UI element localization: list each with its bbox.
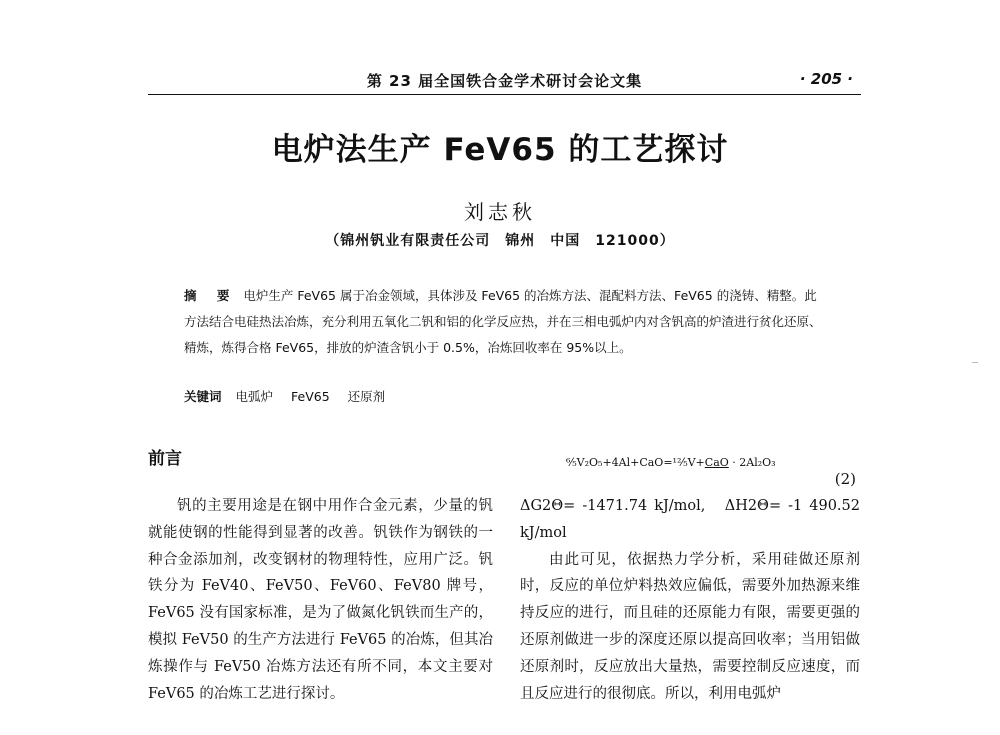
equation-left: ⁶⁄₅V₂O₅+4Al+CaO=¹²⁄₅V+ xyxy=(566,456,705,469)
running-header xyxy=(148,66,861,95)
equation-underlined: CaO xyxy=(704,456,729,469)
thermo-values: ΔG2Θ= -1471.74 kJ/mol, ΔH2Θ= -1 490.52 kJ/mol xyxy=(520,498,860,541)
intro-paragraph: 钒的主要用途是在钢中用作合金元素，少量的钒就能使钢的性能得到显著的改善。钒铁作为钢铁的一种合金添加剂，改变钢材的物理特性，应用广泛。钒铁分为 FeV40、FeV50、FeV60、FeV80 牌号，FeV65 没有国家标准，是为了做氮化钒铁而生产的，模拟 FeV50 的生产方法进行 FeV65 的冶炼，但其冶炼操作与 FeV50 冶炼方法还有所不同，本文主要对 FeV65 的冶炼工艺进行探讨。 xyxy=(148,498,493,702)
keyword-item: 电弧炉 xyxy=(235,389,274,404)
author-name: 刘志秋 xyxy=(464,200,536,224)
left-column xyxy=(148,493,493,707)
right-column xyxy=(520,493,860,707)
scan-mark xyxy=(972,362,978,363)
conference-name: 第 23 届全国铁合金学术研讨会论文集 xyxy=(366,72,643,90)
section-heading: 前言 xyxy=(148,449,182,469)
abstract-label: 摘 要 xyxy=(184,288,238,303)
chemical-equation xyxy=(566,450,856,490)
equation-expression xyxy=(566,456,776,469)
keywords-label: 关键词 xyxy=(184,389,222,404)
analysis-paragraph: 由此可见，依据热力学分析，采用硅做还原剂时，反应的单位炉料热效应偏低，需要外加热源来维持反应的进行，而且硅的还原能力有限，需要更强的还原剂做进一步的深度还原以提高回收率；当用铝做还原剂时，反应放出大量热，需要控制反应速度，而且反应进行的很彻底。所以，利用电弧炉 xyxy=(520,551,860,702)
equation-number: (2) xyxy=(834,470,856,488)
equation-right: · 2Al₂O₃ xyxy=(728,456,776,469)
paper-title: 电炉法生产 FeV65 的工艺探讨 xyxy=(271,132,729,168)
page-number: · 205 · xyxy=(799,70,853,88)
abstract-text: 电炉生产 FeV65 属于冶金领域，具体涉及 FeV65 的冶炼方法、混配料方法、FeV65 的浇铸、精整。此方法结合电硅热法冶炼，充分利用五氧化二钒和铝的化学反应热，并在三相电弧炉内对含钒高的炉渣进行贫化还原、精炼，炼得合格 FeV65，排放的炉渣含钒小于 0.5%，冶炼回收率在 95%以上。 xyxy=(184,288,822,355)
affiliation: （锦州钒业有限责任公司 锦州 中国 121000） xyxy=(325,233,675,249)
keywords xyxy=(184,387,399,405)
keyword-item: FeV65 xyxy=(291,389,330,404)
keyword-item: 还原剂 xyxy=(347,389,386,404)
abstract xyxy=(184,283,824,361)
